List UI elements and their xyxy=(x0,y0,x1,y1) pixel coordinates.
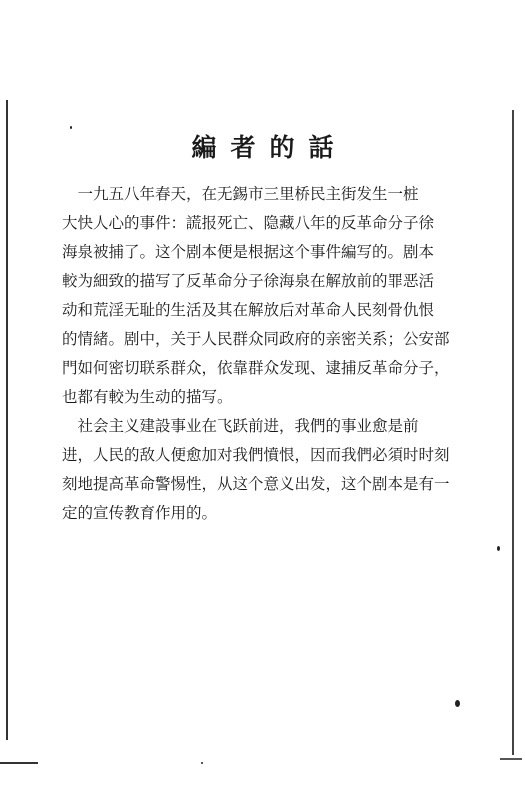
text-line: 进，人民的敌人便愈加对我們憤恨，因而我們必須时时刻 xyxy=(62,446,450,464)
text-line: 大快人心的事件：謊报死亡、隐藏八年的反革命分子徐 xyxy=(62,214,435,232)
ink-speck xyxy=(497,546,500,551)
page-edge-left xyxy=(6,100,8,740)
paragraph-1 xyxy=(62,180,462,412)
page-edge-bottom-left xyxy=(0,762,38,764)
text-line: 刻地提高革命警惕性，从这个意义出发，这个剧本是有一 xyxy=(62,475,450,493)
text-line: 一九五八年春天，在无錫市三里桥民主街发生一桩 xyxy=(62,185,419,203)
text-line: 海泉被捕了。这个剧本便是根据这个事件編写的。剧本 xyxy=(62,243,435,261)
text-line: 門如何密切联系群众，依靠群众发现、逮捕反革命分子， xyxy=(62,359,450,377)
page-edge-bottom-right xyxy=(500,758,522,760)
text-line: 动和荒淫无耻的生活及其在解放后对革命人民刻骨仇恨 xyxy=(62,301,435,319)
page-title: 編者的話 xyxy=(191,133,348,162)
text-line: 社会主义建設事业在飞跃前进，我們的事业愈是前 xyxy=(62,417,419,435)
ink-speck xyxy=(201,762,203,764)
ink-speck xyxy=(70,126,72,129)
ink-speck xyxy=(455,700,460,707)
body-text xyxy=(62,180,462,528)
paragraph-2 xyxy=(62,412,462,528)
page-edge-right xyxy=(512,110,514,755)
text-line: 也都有較为生动的描写。 xyxy=(62,388,233,406)
text-line: 定的宣传教育作用的。 xyxy=(62,504,218,522)
text-line: 的情緒。剧中，关于人民群众同政府的亲密关系；公安部 xyxy=(62,330,450,348)
text-line: 較为細致的描写了反革命分子徐海泉在解放前的罪恶活 xyxy=(62,272,435,290)
